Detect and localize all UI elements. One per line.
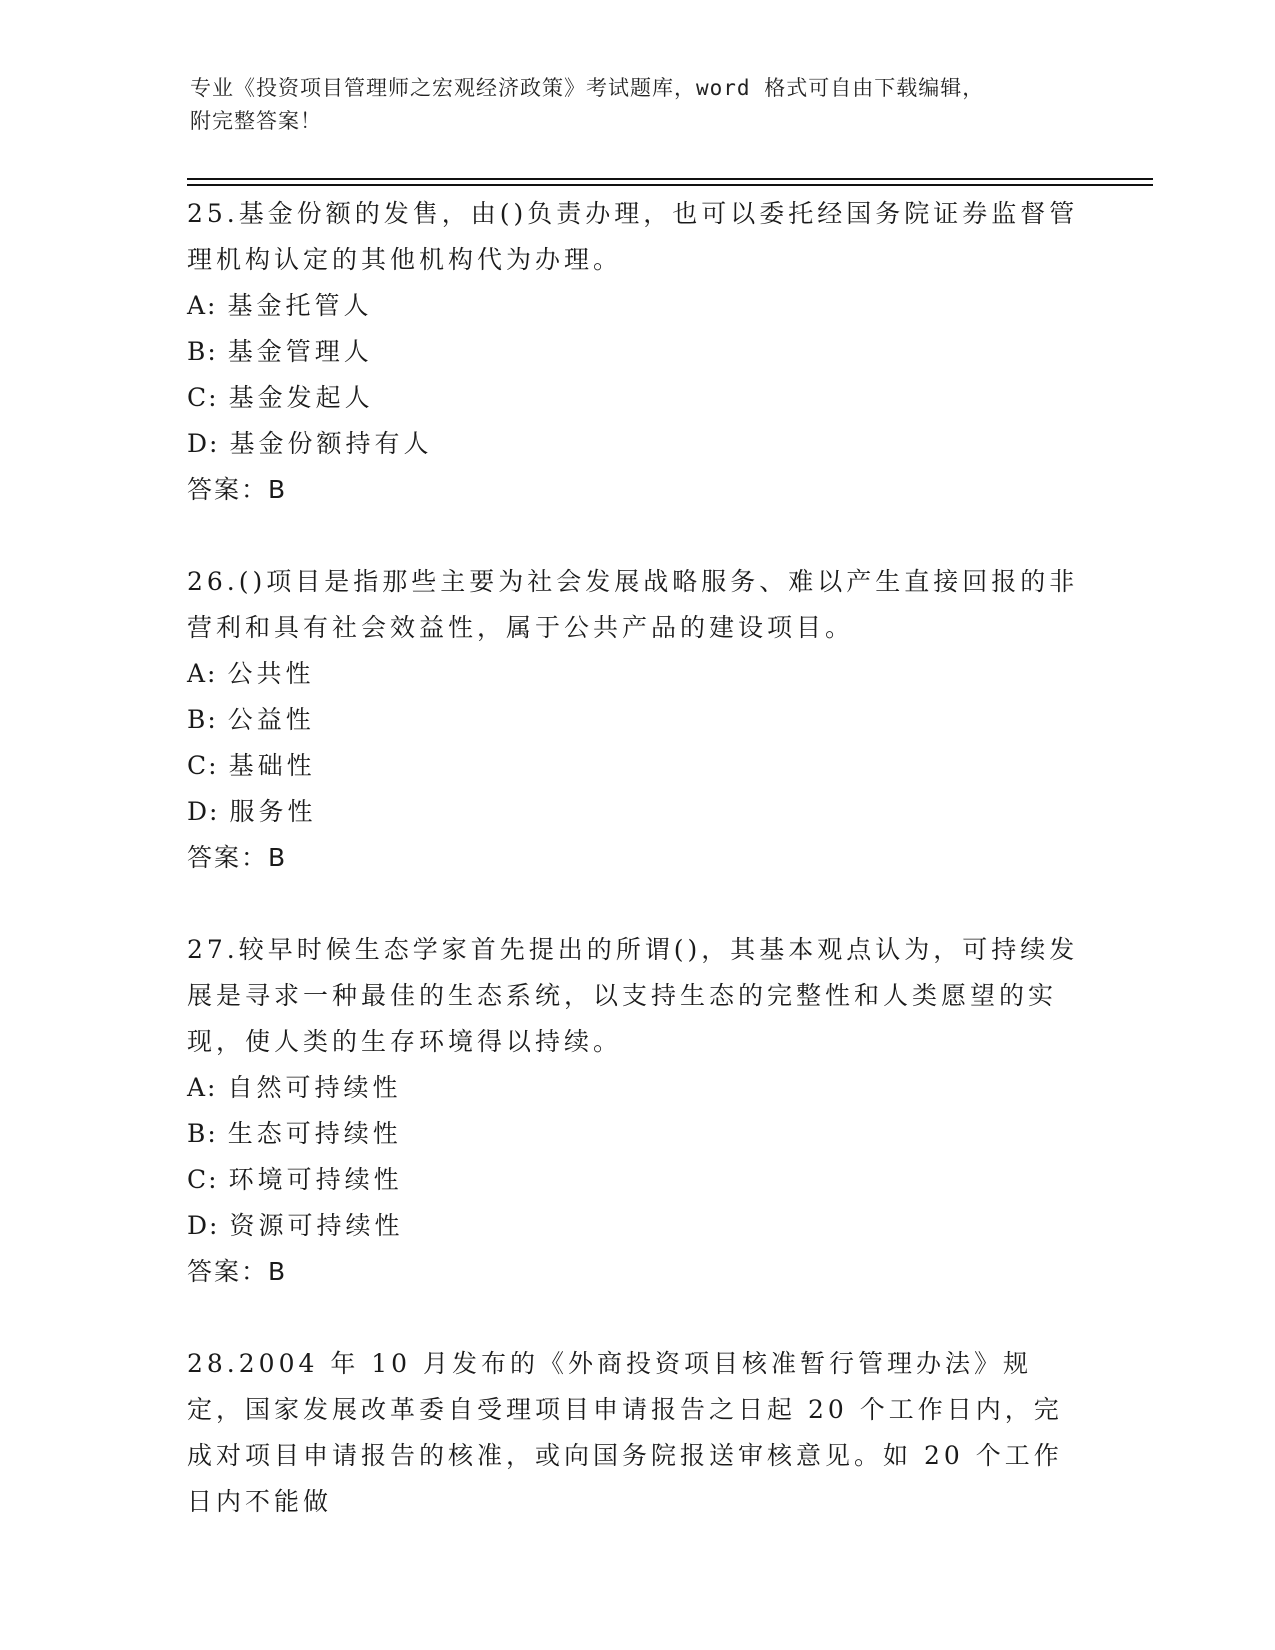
option-key: D: xyxy=(187,429,220,458)
option-key: A: xyxy=(187,291,218,320)
question-27 xyxy=(187,927,1087,1295)
option-text: 基金托管人 xyxy=(227,291,373,320)
option-d xyxy=(187,1203,1087,1249)
option-c xyxy=(187,743,1087,789)
option-key: D: xyxy=(187,797,220,826)
option-b xyxy=(187,329,1087,375)
answer-line: 答案：B xyxy=(187,843,288,872)
option-key: C: xyxy=(187,751,219,780)
option-text: 环境可持续性 xyxy=(228,1165,403,1194)
option-text: 基金份额持有人 xyxy=(229,429,433,458)
option-d xyxy=(187,789,1087,835)
option-key: A: xyxy=(187,659,218,688)
option-key: B: xyxy=(187,1119,218,1148)
option-c xyxy=(187,1157,1087,1203)
option-key: C: xyxy=(187,1165,219,1194)
option-key: D: xyxy=(187,1211,220,1240)
question-28 xyxy=(187,1341,1087,1525)
header-divider-bottom xyxy=(187,184,1153,186)
option-text: 公共性 xyxy=(227,659,315,688)
option-c xyxy=(187,375,1087,421)
question-stem: 28.2004 年 10 月发布的《外商投资项目核准暂行管理办法》规定，国家发展改革委自受理项目申请报告之日起 20 个工作日内，完成对项目申请报告的核准，或向国务院报送审核意见。如 20 个工作日内不能做 xyxy=(187,1349,1063,1516)
option-text: 基金管理人 xyxy=(227,337,373,366)
answer-line: 答案：B xyxy=(187,1257,288,1286)
option-a xyxy=(187,283,1087,329)
option-key: B: xyxy=(187,705,218,734)
option-text: 基金发起人 xyxy=(228,383,374,412)
option-b xyxy=(187,1111,1087,1157)
header-line-2: 附完整答案！ xyxy=(190,109,322,133)
question-stem: 25.基金份额的发售，由()负责办理，也可以委托经国务院证券监督管理机构认定的其他机构代为办理。 xyxy=(187,199,1079,274)
option-text: 资源可持续性 xyxy=(229,1211,404,1240)
option-text: 生态可持续性 xyxy=(227,1119,402,1148)
option-text: 服务性 xyxy=(229,797,317,826)
question-stem: 27.较早时候生态学家首先提出的所谓()，其基本观点认为，可持续发展是寻求一种最佳的生态系统，以支持生态的完整性和人类愿望的实现，使人类的生存环境得以持续。 xyxy=(187,935,1079,1056)
header-line-1: 专业《投资项目管理师之宏观经济政策》考试题库，word 格式可自由下载编辑， xyxy=(190,76,985,100)
option-a xyxy=(187,1065,1087,1111)
question-26 xyxy=(187,559,1087,881)
option-text: 自然可持续性 xyxy=(227,1073,402,1102)
option-b xyxy=(187,697,1087,743)
option-text: 公益性 xyxy=(227,705,315,734)
question-list xyxy=(187,191,1087,1571)
answer-line: 答案：B xyxy=(187,475,288,504)
option-key: A: xyxy=(187,1073,218,1102)
question-stem: 26.()项目是指那些主要为社会发展战略服务、难以产生直接回报的非营利和具有社会效益性，属于公共产品的建设项目。 xyxy=(187,567,1079,642)
question-25 xyxy=(187,191,1087,513)
document-header xyxy=(190,72,1090,138)
option-a xyxy=(187,651,1087,697)
header-divider-top xyxy=(187,178,1153,180)
option-text: 基础性 xyxy=(228,751,316,780)
option-key: B: xyxy=(187,337,218,366)
option-d xyxy=(187,421,1087,467)
option-key: C: xyxy=(187,383,219,412)
